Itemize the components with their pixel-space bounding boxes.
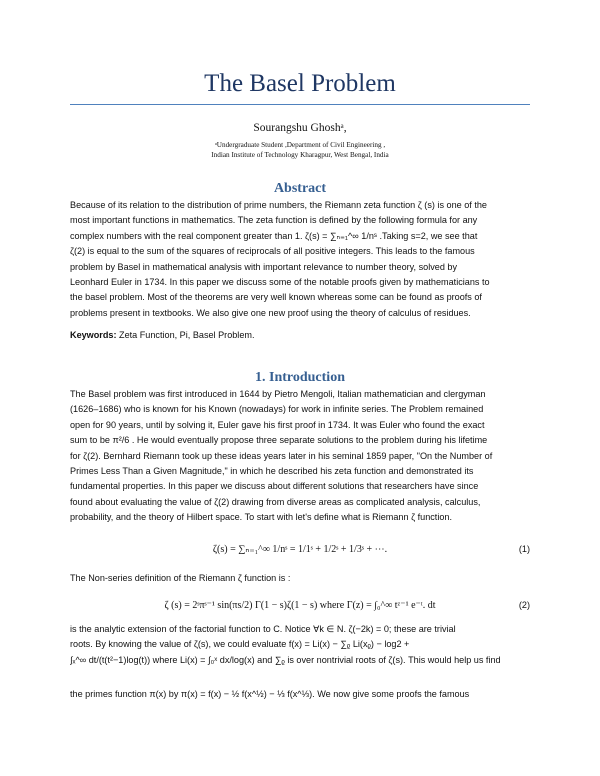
intro-line: open for 90 years, until by solving it, Euler gave his first proof in 1734. It was Euler who found the exact: [70, 419, 485, 430]
abstract-line: ζ(2) is equal to the sum of the squares of reciprocals of all positive integers. This leads to the famous: [70, 246, 475, 257]
intro-line: Primes Less Than a Given Magnitude," in which he described his zeta function and demonstrated its: [70, 465, 474, 476]
abstract-line: the basel problem. Most of the theorems are very well known whereas some can be found as proofs of: [70, 292, 482, 303]
keywords-text: Zeta Function, Pi, Basel Problem.: [116, 330, 255, 340]
intro-line: sum to be π²/6 . He would eventually propose three separate solutions to the problem during his lifetime: [70, 435, 488, 446]
intro-line: The Basel problem was first introduced in 1644 by Pietro Mengoli, Italian mathematician and clergyman: [70, 389, 486, 399]
introduction-body: [70, 387, 532, 526]
non-series-text: The Non-series definition of the Riemann ζ function is :: [70, 573, 291, 583]
abstract-heading: Abstract: [273, 181, 327, 196]
intro-line: fundamental properties. In this paper we discuss about different solutions that researchers have since: [70, 481, 479, 492]
keywords: [70, 330, 254, 340]
continuation-last-line: the primes function π(x) by π(x) = f(x) − ½ f(x^½) − ⅓ f(x^⅓). We now give some proofs the famous: [70, 689, 470, 699]
intro-line: found about evaluating the value of ζ(2) drawing from diverse areas as complicated analysis, calculus,: [70, 496, 481, 507]
abstract-line: Because of its relation to the distribution of prime numbers, the Riemann zeta function ζ (s) is one of the: [70, 200, 487, 210]
intro-line: probability, and the theory of Hilbert space. To start with let's define what is Riemann ζ function.: [70, 512, 452, 523]
intro-line: for ζ(2). Bernhard Riemann took up these ideas years later in his seminal 1859 paper, "On the Number of: [70, 450, 493, 461]
author-name: Sourangshu Ghoshᵃ,: [253, 122, 347, 134]
title-divider: [70, 104, 530, 105]
affiliation-line-2: Indian Institute of Technology Kharagpur, West Bengal, India: [211, 151, 389, 159]
equation-2-expression: ζ (s) = 2ˢπˢ⁻¹ sin(πs/2) Γ(1 − s)ζ(1 − s) where Γ(z) = ∫₀^∞ tᶻ⁻¹ e⁻ᵗ. dt: [164, 600, 436, 611]
equation-1-expression: ζ(s) = ∑ₙ₌₁^∞ 1/nˢ = 1/1ˢ + 1/2ˢ + 1/3ˢ + ⋯.: [212, 544, 388, 555]
continuation-line: ∫ₓ^∞ dt/(t(t²−1)log(t)) where Li(x) = ∫₀ˣ dx/log(x) and ∑ᵨ is over nontrivial roots of ζ(s). This would help us find: [70, 654, 501, 665]
abstract-line: complex numbers with the real component greater than 1. ζ(s) = ∑ₙ₌₁^∞ 1/nˢ .Taking s=2, we see that: [70, 230, 478, 241]
paper-title: The Basel Problem: [204, 70, 396, 97]
equation-2-number: (2): [518, 600, 530, 610]
continuation-line: is the analytic extension of the factorial function to C. Notice ∀k ∈ N. ζ(−2k) = 0; these are trivial: [70, 624, 456, 634]
intro-line: (1626–1686) who is known for his Known (nowadays) for work in infinite series. The Problem remained: [70, 404, 484, 415]
abstract-line: problem by Basel in mathematical analysis with important relevance to number theory, solved by: [70, 261, 458, 272]
equation-1-number: (1): [518, 544, 530, 554]
abstract-line: problems present in textbooks. We also give one new proof using the theory of calculus of residues.: [70, 307, 471, 318]
abstract-line: most important functions in mathematics. The zeta function is defined by the following formula for any: [70, 215, 478, 226]
abstract-line: Leonhard Euler in 1734. In this paper we discuss some of the notable proofs given by mathematicians to: [70, 276, 490, 287]
abstract-body: [70, 198, 532, 321]
continuation-body: [70, 622, 532, 668]
continuation-line: roots. By knowing the value of ζ(s), we could evaluate f(x) = Li(x) − ∑ᵨ Li(xᵨ) − log2 +: [70, 639, 410, 650]
introduction-heading: 1. Introduction: [255, 370, 345, 385]
keywords-label: Keywords:: [70, 330, 117, 340]
affiliation-line-1: ᵃUndergraduate Student ,Department of Civil Engineering ,: [214, 141, 386, 149]
